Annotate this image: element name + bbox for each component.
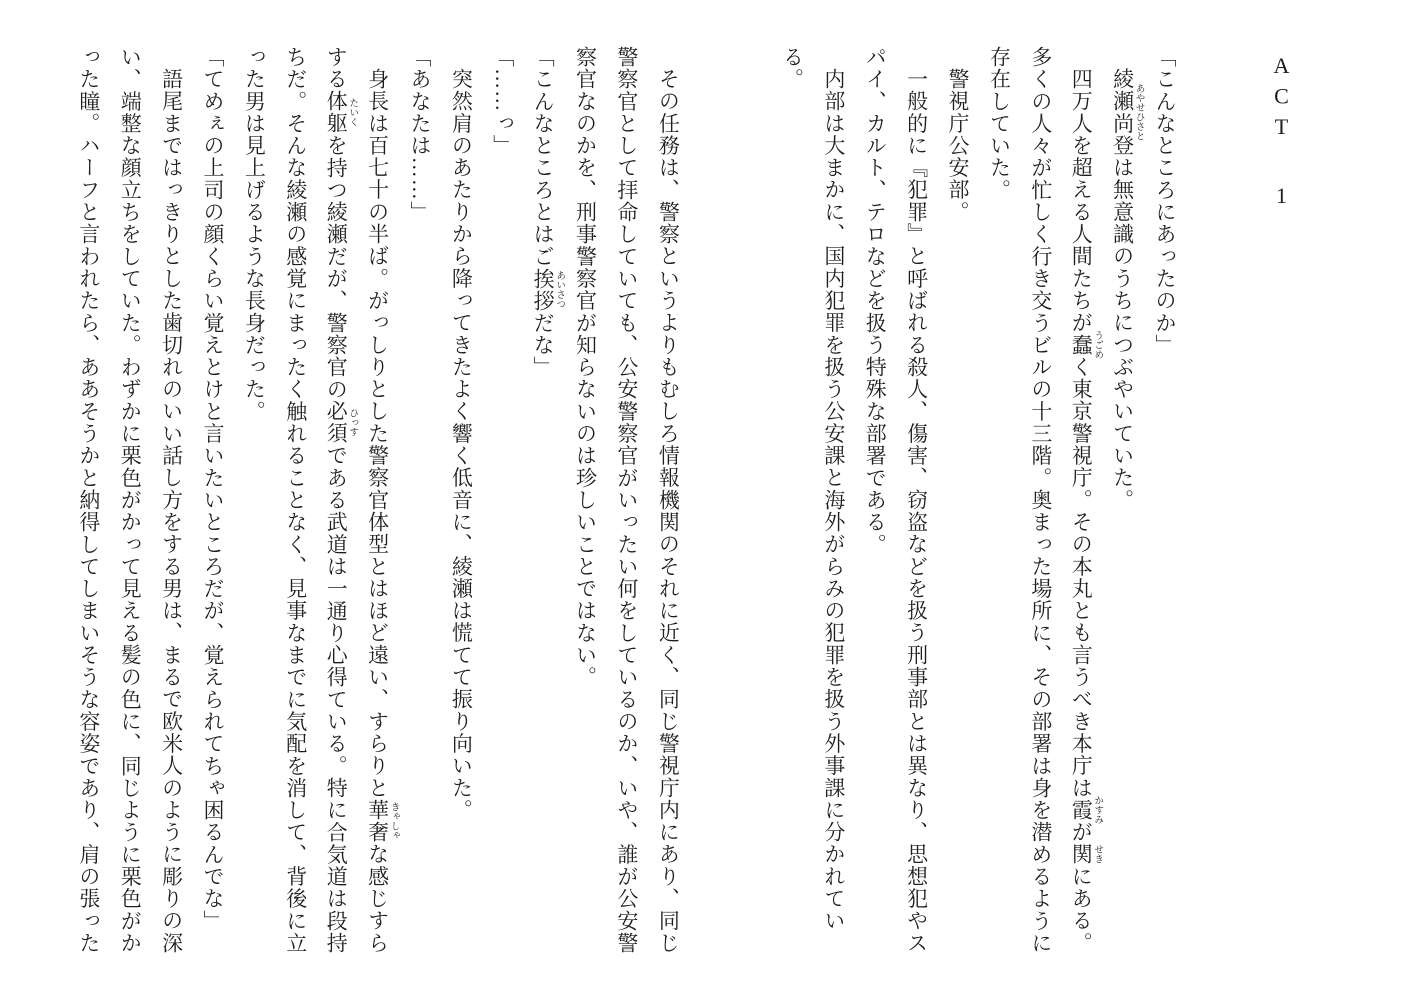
text-line: 突然肩のあたりから降ってきたよく響く低音に、綾瀬は慌てて振り向いた。 — [449, 68, 474, 822]
text-line — [688, 46, 729, 960]
text-line: 存在していた。 — [987, 46, 1012, 202]
text-line: 綾瀬尚登 あやせひさとは無意識のうちにつぶやいていた。 — [1110, 68, 1144, 512]
text-line: 「こんなところにあったのか」 — [1153, 46, 1177, 357]
text-line: った瞳。ハーフと言われたら、ああそうかと納得してしまいそうな容姿であり、肩の張った — [76, 46, 101, 955]
text-line: する体躯 たいくを持つ綾瀬だが、警察官の必須 ひっすである武道は一通り心得ている。特に合気道は段持 — [324, 46, 358, 955]
text-line: 多くの人々が忙しく行き交うビルの十三階。奥まった場所に、その部署は身を潜めるように — [1028, 46, 1053, 955]
text-line — [730, 46, 771, 960]
text-line: 「……っ」 — [490, 46, 515, 157]
text-line: 察官なのかを、刑事警察官が知らないのは珍しいことではない。 — [573, 46, 598, 689]
text-line: る。 — [780, 46, 805, 91]
text-line: ちだ。そんな綾瀬の感覚にまったく触れることなく、見事なまでに気配を消して、背後に立 — [283, 46, 308, 955]
furigana: 関 せき — [1069, 843, 1103, 866]
furigana: 綾瀬尚登 あやせひさと — [1110, 68, 1144, 157]
page-text — [67, 46, 1185, 960]
furigana: 体躯 たいく — [324, 90, 358, 135]
text-line: 「てめぇの上司の顔くらい覚えとけと言いたいところだが、覚えられてちゃ困るんでな」 — [201, 46, 226, 932]
furigana: 霞 かすみ — [1069, 795, 1103, 825]
furigana: 挨拶 あいさつ — [531, 267, 565, 312]
text-line: その任務は、警察というよりもむしろ情報機関のそれに近く、同じ警視庁内にあり、同じ — [656, 68, 681, 955]
text-line: パイ、カルト、テロなどを扱う特殊な部署である。 — [863, 46, 888, 556]
chapter-number: 1 — [1269, 182, 1294, 213]
chapter-label: ACT — [1269, 53, 1294, 145]
text-line: 警察官として拝命していても、公安警察官がいったい何をしているのか、いや、誰が公安警 — [614, 46, 639, 955]
furigana: 必須 ひっす — [324, 400, 358, 445]
text-line: 身長は百七十の半ば。がっしりとした警察官体型とはほど遠い、すらりと華奢 きゃしゃな感じすら — [365, 68, 399, 955]
furigana: 蠢 うごめ — [1069, 330, 1103, 360]
text-line: い、端整な顔立ちをしていた。わずかに栗色がかって見える髪の色に、同じように栗色がか — [118, 46, 143, 955]
text-line: 「あなたは……」 — [407, 46, 432, 224]
chapter-heading — [1261, 53, 1302, 213]
text-line: 語尾まではっきりとした歯切れのいい話し方をする男は、まるで欧米人のように彫りの深 — [159, 68, 184, 955]
text-line: 内部は大まかに、国内犯罪を扱う公安課と海外がらみの犯罪を扱う外事課に分かれてい — [821, 68, 846, 932]
text-line: った男は見上げるような長身だった。 — [242, 46, 267, 423]
text-line: 一般的に『犯罪』と呼ばれる殺人、傷害、窃盗などを扱う刑事部とは異なり、思想犯やス — [904, 68, 929, 955]
text-line: 警視庁公安部。 — [946, 68, 971, 224]
text-line: 「こんなところとはご挨拶 あいさつだな」 — [531, 46, 565, 379]
furigana: 華奢 きゃしゃ — [365, 799, 399, 844]
text-line: 四万人を超える人間たちが蠢 うごめく東京警視庁。その本丸とも言うべき本庁は霞 かすみが関 せきにある。 — [1069, 68, 1103, 955]
